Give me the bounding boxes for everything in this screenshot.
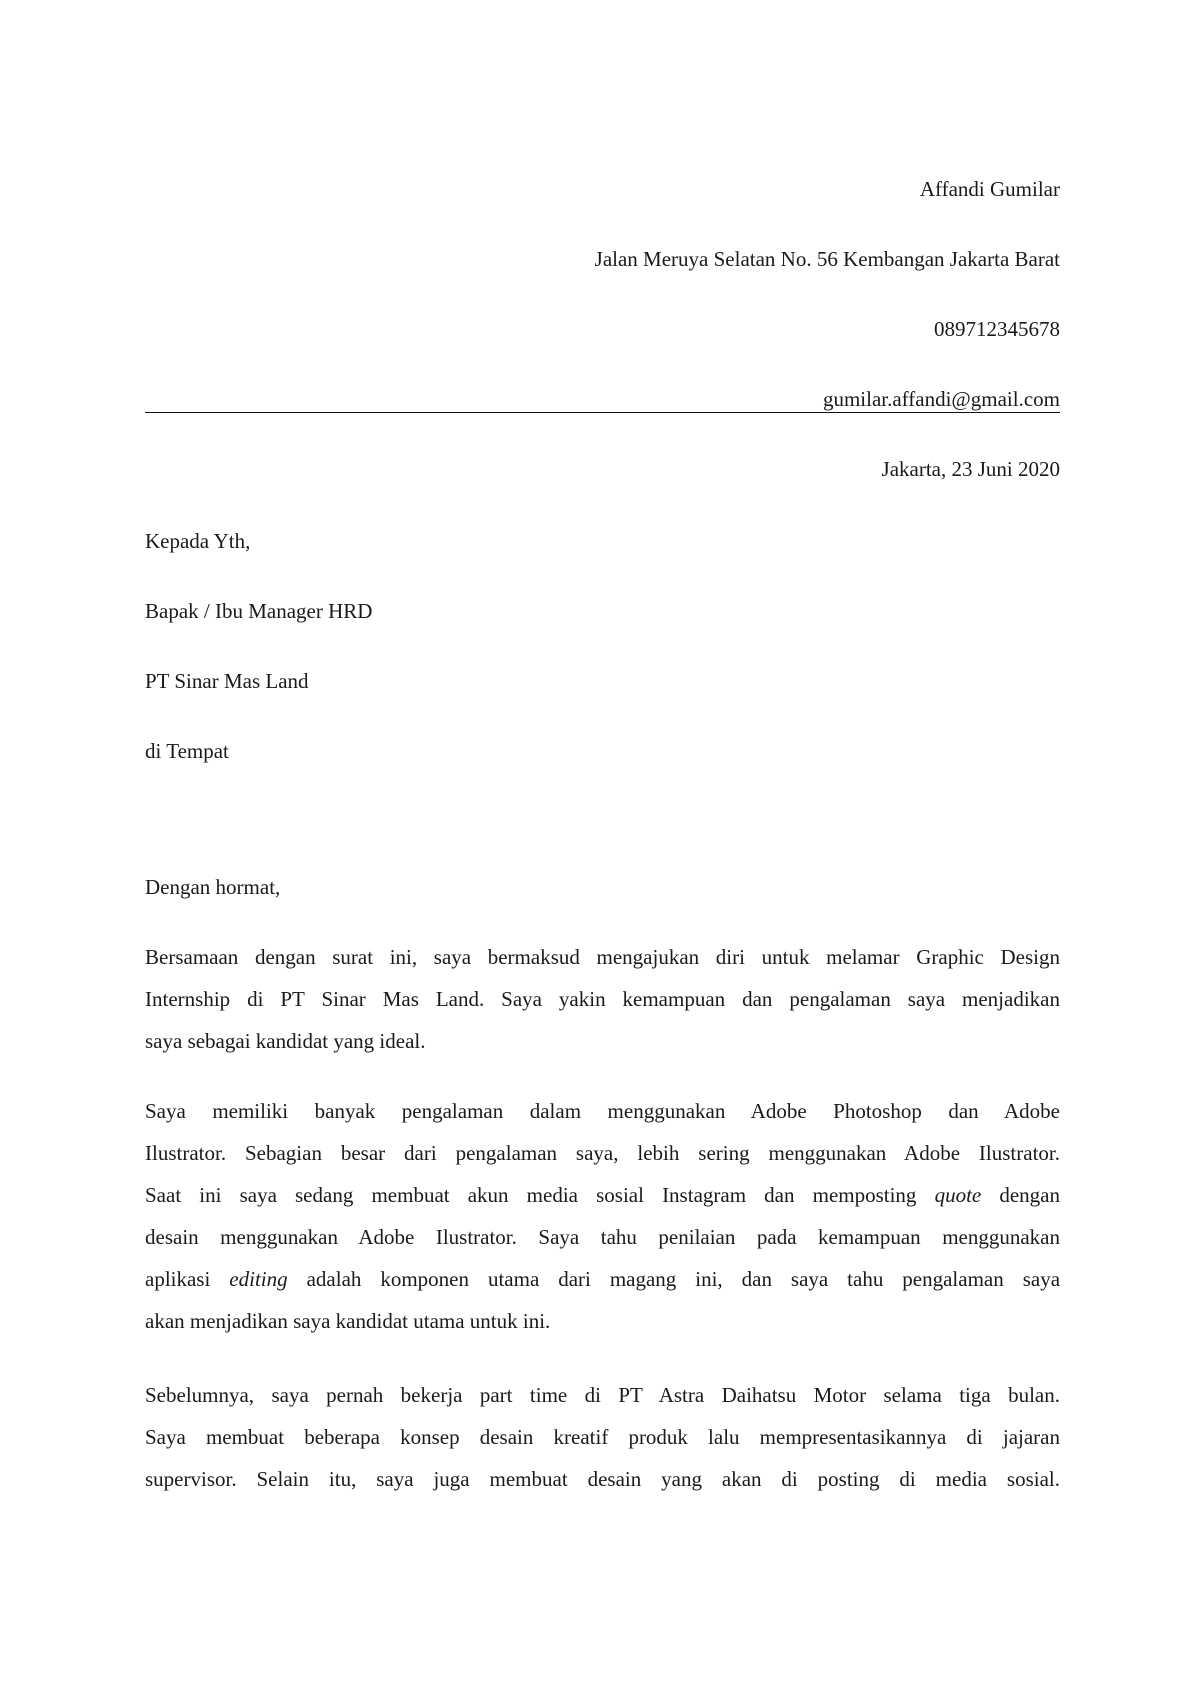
sender-name: Affandi Gumilar <box>919 177 1060 201</box>
paragraph-2-line: akan menjadikan saya kandidat utama untuk ini. <box>145 1309 551 1333</box>
paragraph-2-text: aplikasi <box>145 1267 211 1291</box>
paragraph-2-text: dengan <box>999 1183 1060 1207</box>
paragraph-2-line: Saya memiliki banyak pengalaman dalam menggunakan Adobe Photoshop dan Adobe <box>145 1099 1060 1123</box>
paragraph-2-line <box>145 1174 1060 1216</box>
paragraph-3-line: supervisor. Selain itu, saya juga membuat desain yang akan di posting di media sosial. <box>145 1467 1060 1491</box>
greeting: Dengan hormat, <box>145 875 281 899</box>
sender-email: gumilar.affandi@gmail.com <box>822 387 1060 411</box>
paragraph-3 <box>145 1374 1060 1500</box>
paragraph-1-line: Bersamaan dengan surat ini, saya bermaksud mengajukan diri untuk melamar Graphic Design <box>145 945 1060 969</box>
sender-phone: 089712345678 <box>934 317 1060 341</box>
recipient-company: PT Sinar Mas Land <box>145 669 309 693</box>
recipient-location: di Tempat <box>145 739 229 763</box>
paragraph-2-line: desain menggunakan Adobe Ilustrator. Saya tahu penilaian pada kemampuan menggunakan <box>145 1225 1060 1249</box>
header-divider <box>145 412 1060 413</box>
italic-term-quote: quote <box>934 1183 982 1207</box>
paragraph-2 <box>145 1090 1060 1342</box>
paragraph-2-line <box>145 1258 1060 1300</box>
paragraph-2-line: Ilustrator. Sebagian besar dari pengalaman saya, lebih sering menggunakan Adobe Ilustrator. <box>145 1141 1060 1165</box>
letter-date: Jakarta, 23 Juni 2020 <box>881 457 1060 481</box>
paragraph-1 <box>145 936 1060 1062</box>
recipient-salutation: Kepada Yth, <box>145 529 251 553</box>
paragraph-1-line: saya sebagai kandidat yang ideal. <box>145 1029 426 1053</box>
sender-address: Jalan Meruya Selatan No. 56 Kembangan Jakarta Barat <box>594 247 1060 271</box>
paragraph-2-text: Saat ini saya sedang membuat akun media sosial Instagram dan memposting <box>145 1183 917 1207</box>
paragraph-3-line: Saya membuat beberapa konsep desain kreatif produk lalu mempresentasikannya di jajaran <box>145 1425 1060 1449</box>
recipient-title: Bapak / Ibu Manager HRD <box>145 599 373 623</box>
paragraph-1-line: Internship di PT Sinar Mas Land. Saya yakin kemampuan dan pengalaman saya menjadikan <box>145 987 1060 1011</box>
italic-term-editing: editing <box>229 1267 288 1291</box>
paragraph-3-line: Sebelumnya, saya pernah bekerja part time di PT Astra Daihatsu Motor selama tiga bulan. <box>145 1383 1060 1407</box>
letter-body <box>145 0 1060 1698</box>
paragraph-2-text: adalah komponen utama dari magang ini, dan saya tahu pengalaman saya <box>306 1267 1061 1291</box>
